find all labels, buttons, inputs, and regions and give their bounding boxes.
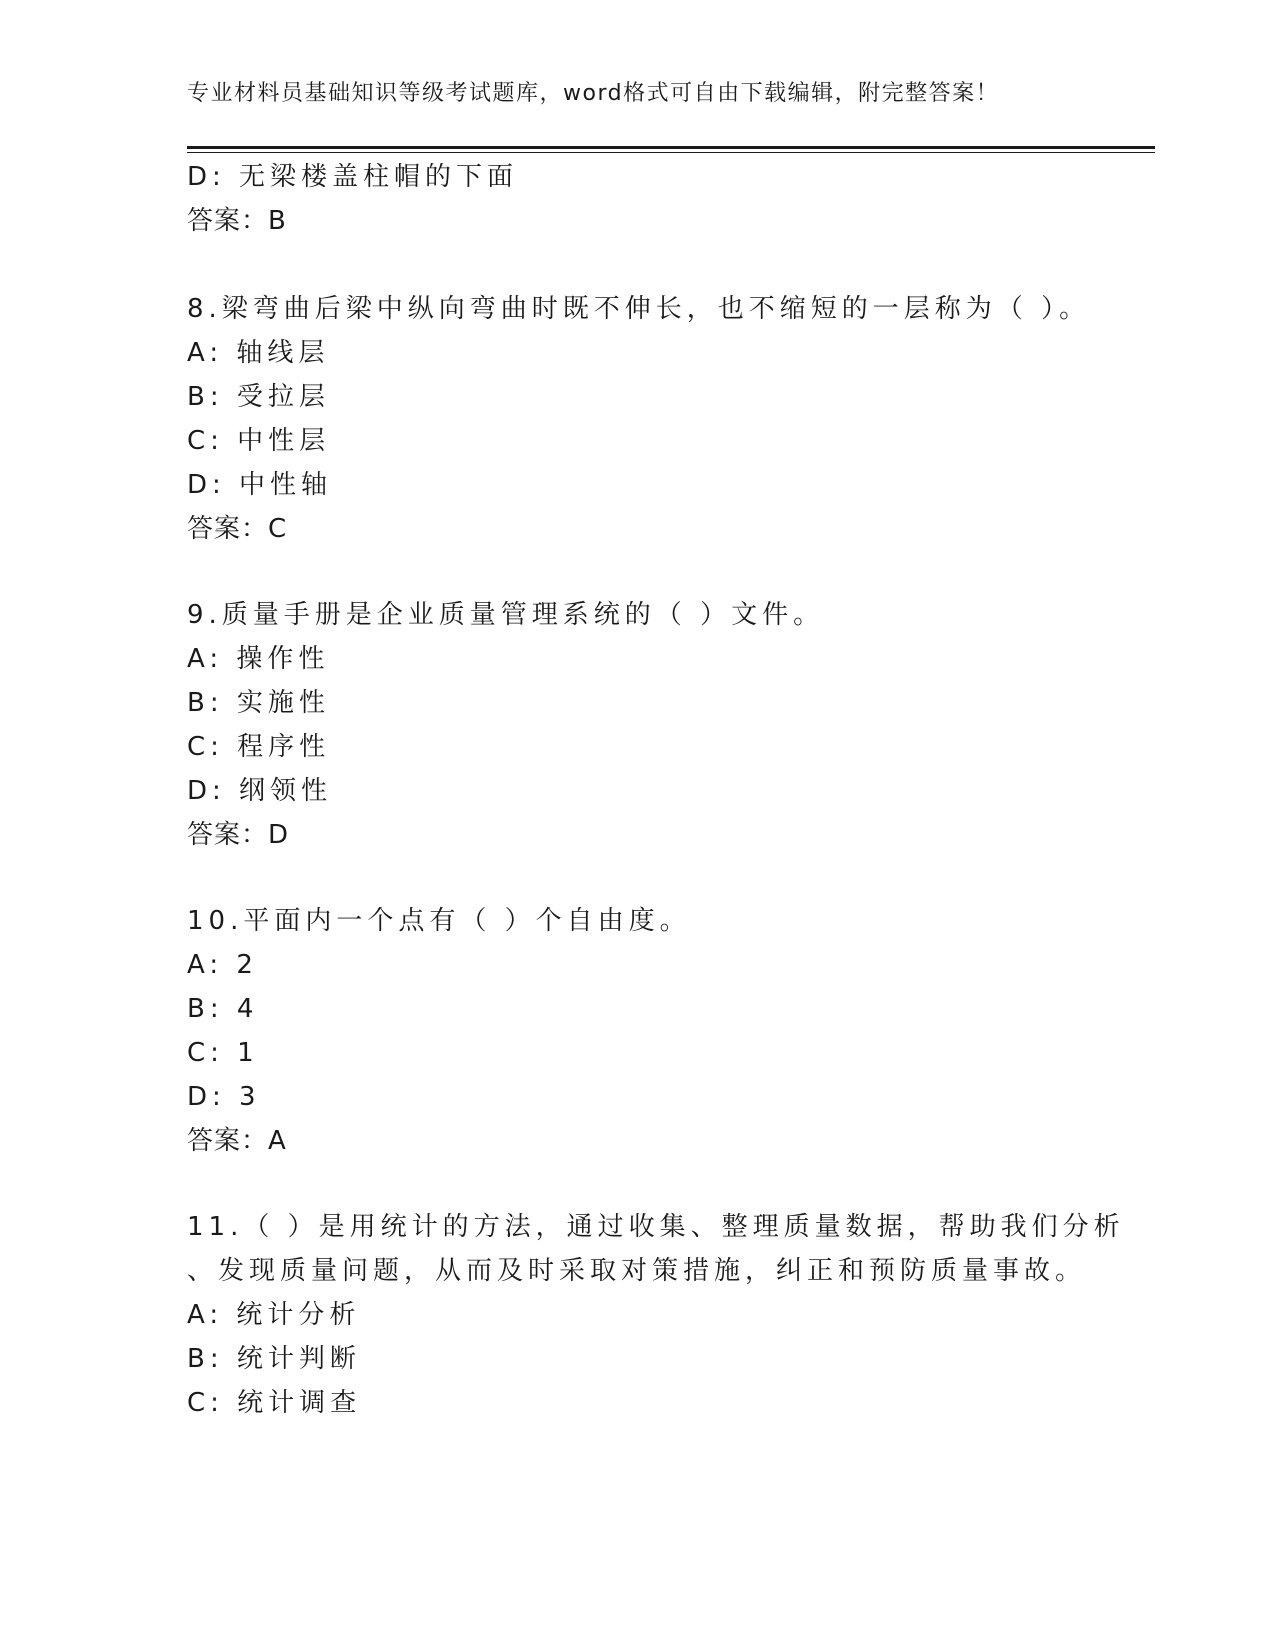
question-11-stem-line-1: 11.（ ）是用统计的方法，通过收集、整理质量数据，帮助我们分析 — [187, 1212, 1125, 1242]
question-10-option-b: B: 4 — [187, 994, 259, 1024]
question-8-stem: 8.梁弯曲后梁中纵向弯曲时既不伸长，也不缩短的一层称为（ ）。 — [187, 294, 1091, 324]
option-d-line: D: 无梁楼盖柱帽的下面 — [187, 162, 519, 192]
question-11-stem-line-2: 、发现质量问题，从而及时采取对策措施，纠正和预防质量事故。 — [187, 1256, 1087, 1286]
question-9-stem: 9.质量手册是企业质量管理系统的（ ）文件。 — [187, 600, 825, 630]
question-10-stem: 10.平面内一个点有（ ）个自由度。 — [187, 906, 691, 936]
question-9-option-a: A: 操作性 — [187, 644, 330, 674]
question-9-answer: 答案：D — [187, 820, 290, 850]
question-8-option-d: D: 中性轴 — [187, 470, 333, 500]
question-8-option-b: B: 受拉层 — [187, 382, 330, 412]
question-10-answer: 答案：A — [187, 1126, 287, 1156]
question-9-option-b: B: 实施性 — [187, 688, 330, 718]
header-rule-thick — [187, 146, 1155, 149]
question-11-option-a: A: 统计分析 — [187, 1300, 361, 1330]
question-9-option-d: D: 纲领性 — [187, 776, 333, 806]
question-11-option-c: C: 统计调查 — [187, 1388, 362, 1418]
question-8-option-c: C: 中性层 — [187, 426, 331, 456]
question-10-option-d: D: 3 — [187, 1082, 261, 1112]
page-header: 专业材料员基础知识等级考试题库，word格式可自由下载编辑，附完整答案！ — [187, 81, 1000, 106]
question-10-option-a: A: 2 — [187, 950, 258, 980]
question-9-option-c: C: 程序性 — [187, 732, 331, 762]
question-8-option-a: A: 轴线层 — [187, 338, 330, 368]
question-10-option-c: C: 1 — [187, 1038, 259, 1068]
header-rule-thin — [187, 152, 1155, 153]
answer-line: 答案：B — [187, 206, 287, 236]
question-11-option-b: B: 统计判断 — [187, 1344, 361, 1374]
question-8-answer: 答案：C — [187, 514, 288, 544]
